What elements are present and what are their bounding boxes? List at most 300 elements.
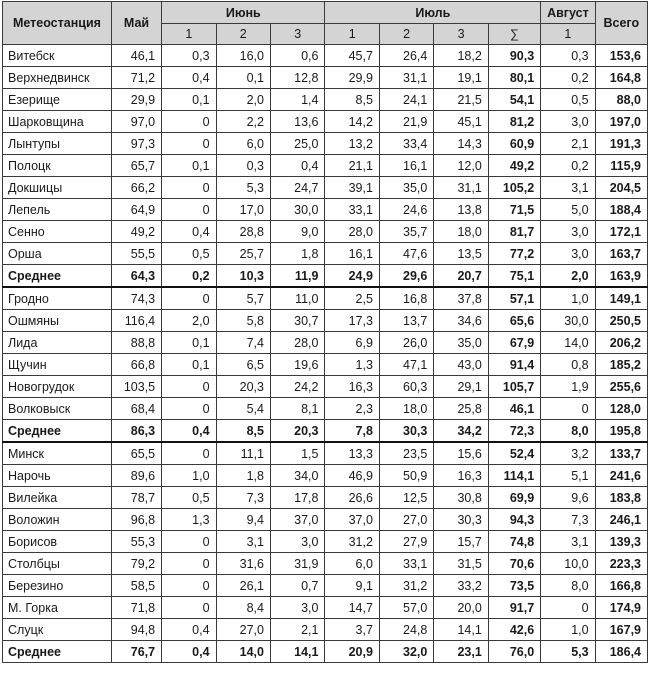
value-cell: 3,1 <box>541 531 595 553</box>
value-cell: 14,1 <box>271 641 325 663</box>
value-cell: 55,5 <box>111 243 161 265</box>
total-cell: 250,5 <box>595 310 647 332</box>
station-name: Слуцк <box>3 619 112 641</box>
value-cell: 0,2 <box>162 265 216 288</box>
header-july-sum: ∑ <box>488 24 540 45</box>
july-sum-cell: 52,4 <box>488 442 540 465</box>
value-cell: 29,9 <box>111 89 161 111</box>
value-cell: 47,1 <box>379 354 433 376</box>
value-cell: 16,3 <box>434 465 488 487</box>
value-cell: 16,1 <box>325 243 379 265</box>
value-cell: 0 <box>162 133 216 155</box>
station-row <box>3 354 648 376</box>
value-cell: 1,5 <box>271 442 325 465</box>
value-cell: 0,4 <box>162 221 216 243</box>
station-row <box>3 487 648 509</box>
value-cell: 31,6 <box>216 553 270 575</box>
total-cell: 241,6 <box>595 465 647 487</box>
value-cell: 30,0 <box>271 199 325 221</box>
value-cell: 11,0 <box>271 287 325 310</box>
value-cell: 1,8 <box>216 465 270 487</box>
station-name: Верхнедвинск <box>3 67 112 89</box>
value-cell: 24,9 <box>325 265 379 288</box>
value-cell: 3,1 <box>541 177 595 199</box>
value-cell: 7,8 <box>325 420 379 443</box>
station-row <box>3 332 648 354</box>
value-cell: 5,0 <box>541 199 595 221</box>
july-sum-cell: 90,3 <box>488 45 540 67</box>
value-cell: 6,9 <box>325 332 379 354</box>
value-cell: 0,1 <box>162 155 216 177</box>
value-cell: 8,0 <box>541 420 595 443</box>
total-cell: 255,6 <box>595 376 647 398</box>
value-cell: 24,6 <box>379 199 433 221</box>
value-cell: 0 <box>541 398 595 420</box>
value-cell: 7,4 <box>216 332 270 354</box>
value-cell: 65,7 <box>111 155 161 177</box>
july-sum-cell: 49,2 <box>488 155 540 177</box>
value-cell: 31,2 <box>325 531 379 553</box>
value-cell: 31,2 <box>379 575 433 597</box>
value-cell: 24,2 <box>271 376 325 398</box>
value-cell: 15,7 <box>434 531 488 553</box>
value-cell: 103,5 <box>111 376 161 398</box>
total-cell: 167,9 <box>595 619 647 641</box>
average-label: Среднее <box>3 641 112 663</box>
value-cell: 14,1 <box>434 619 488 641</box>
july-sum-cell: 76,0 <box>488 641 540 663</box>
total-cell: 188,4 <box>595 199 647 221</box>
value-cell: 97,0 <box>111 111 161 133</box>
value-cell: 3,0 <box>541 111 595 133</box>
value-cell: 5,3 <box>541 641 595 663</box>
station-row <box>3 509 648 531</box>
july-sum-cell: 69,9 <box>488 487 540 509</box>
value-cell: 64,3 <box>111 265 161 288</box>
value-cell: 24,1 <box>379 89 433 111</box>
value-cell: 0,6 <box>271 45 325 67</box>
station-row <box>3 155 648 177</box>
value-cell: 20,9 <box>325 641 379 663</box>
value-cell: 3,2 <box>541 442 595 465</box>
value-cell: 0 <box>162 177 216 199</box>
value-cell: 0 <box>162 442 216 465</box>
header-station: Метеостанция <box>3 2 112 45</box>
value-cell: 17,0 <box>216 199 270 221</box>
station-name: Витебск <box>3 45 112 67</box>
value-cell: 0,3 <box>216 155 270 177</box>
station-row <box>3 575 648 597</box>
value-cell: 1,8 <box>271 243 325 265</box>
value-cell: 16,1 <box>379 155 433 177</box>
value-cell: 29,9 <box>325 67 379 89</box>
station-row <box>3 177 648 199</box>
value-cell: 66,2 <box>111 177 161 199</box>
total-cell: 183,8 <box>595 487 647 509</box>
station-row <box>3 221 648 243</box>
total-cell: 153,6 <box>595 45 647 67</box>
station-row <box>3 67 648 89</box>
value-cell: 18,0 <box>379 398 433 420</box>
value-cell: 5,4 <box>216 398 270 420</box>
station-row <box>3 310 648 332</box>
value-cell: 45,1 <box>434 111 488 133</box>
value-cell: 26,1 <box>216 575 270 597</box>
value-cell: 9,0 <box>271 221 325 243</box>
value-cell: 0,8 <box>541 354 595 376</box>
july-sum-cell: 77,2 <box>488 243 540 265</box>
station-name: Борисов <box>3 531 112 553</box>
total-cell: 197,0 <box>595 111 647 133</box>
value-cell: 9,1 <box>325 575 379 597</box>
value-cell: 28,0 <box>325 221 379 243</box>
value-cell: 5,7 <box>216 287 270 310</box>
value-cell: 7,3 <box>541 509 595 531</box>
total-cell: 223,3 <box>595 553 647 575</box>
header-august: Август <box>541 2 595 24</box>
value-cell: 13,8 <box>434 199 488 221</box>
value-cell: 0,1 <box>216 67 270 89</box>
value-cell: 29,1 <box>434 376 488 398</box>
value-cell: 0,3 <box>541 45 595 67</box>
header-may: Май <box>111 2 161 45</box>
value-cell: 86,3 <box>111 420 161 443</box>
value-cell: 78,7 <box>111 487 161 509</box>
station-row <box>3 243 648 265</box>
station-name: Гродно <box>3 287 112 310</box>
total-cell: 133,7 <box>595 442 647 465</box>
value-cell: 0,2 <box>541 67 595 89</box>
header-june-decade-3: 3 <box>271 24 325 45</box>
value-cell: 5,1 <box>541 465 595 487</box>
value-cell: 26,4 <box>379 45 433 67</box>
value-cell: 3,0 <box>541 243 595 265</box>
station-row <box>3 553 648 575</box>
value-cell: 24,7 <box>271 177 325 199</box>
total-cell: 149,1 <box>595 287 647 310</box>
value-cell: 57,0 <box>379 597 433 619</box>
value-cell: 13,3 <box>325 442 379 465</box>
value-cell: 26,0 <box>379 332 433 354</box>
value-cell: 2,2 <box>216 111 270 133</box>
value-cell: 23,1 <box>434 641 488 663</box>
value-cell: 0 <box>541 597 595 619</box>
value-cell: 71,8 <box>111 597 161 619</box>
value-cell: 33,4 <box>379 133 433 155</box>
july-sum-cell: 80,1 <box>488 67 540 89</box>
july-sum-cell: 81,7 <box>488 221 540 243</box>
value-cell: 13,5 <box>434 243 488 265</box>
value-cell: 6,5 <box>216 354 270 376</box>
value-cell: 31,1 <box>434 177 488 199</box>
station-row <box>3 398 648 420</box>
value-cell: 74,3 <box>111 287 161 310</box>
value-cell: 2,1 <box>271 619 325 641</box>
value-cell: 33,1 <box>379 553 433 575</box>
july-sum-cell: 57,1 <box>488 287 540 310</box>
station-name: Шарковщина <box>3 111 112 133</box>
total-cell: 204,5 <box>595 177 647 199</box>
july-sum-cell: 70,6 <box>488 553 540 575</box>
value-cell: 0,5 <box>162 487 216 509</box>
value-cell: 21,1 <box>325 155 379 177</box>
value-cell: 97,3 <box>111 133 161 155</box>
value-cell: 29,6 <box>379 265 433 288</box>
station-name: Докшицы <box>3 177 112 199</box>
station-name: Лынтупы <box>3 133 112 155</box>
value-cell: 7,3 <box>216 487 270 509</box>
value-cell: 0 <box>162 531 216 553</box>
total-cell: 185,2 <box>595 354 647 376</box>
value-cell: 1,4 <box>271 89 325 111</box>
july-sum-cell: 91,7 <box>488 597 540 619</box>
july-sum-cell: 94,3 <box>488 509 540 531</box>
value-cell: 0 <box>162 398 216 420</box>
value-cell: 30,7 <box>271 310 325 332</box>
station-name: Волковыск <box>3 398 112 420</box>
station-row <box>3 442 648 465</box>
value-cell: 60,3 <box>379 376 433 398</box>
july-sum-cell: 91,4 <box>488 354 540 376</box>
value-cell: 24,8 <box>379 619 433 641</box>
value-cell: 10,3 <box>216 265 270 288</box>
station-name: Щучин <box>3 354 112 376</box>
station-name: Лида <box>3 332 112 354</box>
value-cell: 34,2 <box>434 420 488 443</box>
total-cell: 128,0 <box>595 398 647 420</box>
total-cell: 163,9 <box>595 265 647 288</box>
value-cell: 0,1 <box>162 89 216 111</box>
value-cell: 34,6 <box>434 310 488 332</box>
value-cell: 20,3 <box>216 376 270 398</box>
value-cell: 27,9 <box>379 531 433 553</box>
station-name: Сенно <box>3 221 112 243</box>
value-cell: 15,6 <box>434 442 488 465</box>
average-row <box>3 420 648 443</box>
average-label: Среднее <box>3 265 112 288</box>
july-sum-cell: 105,7 <box>488 376 540 398</box>
value-cell: 16,3 <box>325 376 379 398</box>
total-cell: 246,1 <box>595 509 647 531</box>
average-row <box>3 641 648 663</box>
value-cell: 19,1 <box>434 67 488 89</box>
value-cell: 0 <box>162 199 216 221</box>
value-cell: 0 <box>162 553 216 575</box>
july-sum-cell: 60,9 <box>488 133 540 155</box>
value-cell: 31,5 <box>434 553 488 575</box>
july-sum-cell: 73,5 <box>488 575 540 597</box>
value-cell: 31,9 <box>271 553 325 575</box>
july-sum-cell: 65,6 <box>488 310 540 332</box>
value-cell: 14,7 <box>325 597 379 619</box>
value-cell: 8,5 <box>216 420 270 443</box>
value-cell: 13,6 <box>271 111 325 133</box>
value-cell: 65,5 <box>111 442 161 465</box>
value-cell: 11,9 <box>271 265 325 288</box>
value-cell: 3,0 <box>271 597 325 619</box>
header-august-decade-1: 1 <box>541 24 595 45</box>
value-cell: 30,3 <box>379 420 433 443</box>
value-cell: 18,2 <box>434 45 488 67</box>
value-cell: 37,0 <box>325 509 379 531</box>
value-cell: 37,8 <box>434 287 488 310</box>
station-row <box>3 199 648 221</box>
value-cell: 25,0 <box>271 133 325 155</box>
station-name: Березино <box>3 575 112 597</box>
station-name: Полоцк <box>3 155 112 177</box>
value-cell: 13,2 <box>325 133 379 155</box>
total-cell: 163,7 <box>595 243 647 265</box>
value-cell: 25,8 <box>434 398 488 420</box>
value-cell: 96,8 <box>111 509 161 531</box>
value-cell: 64,9 <box>111 199 161 221</box>
value-cell: 39,1 <box>325 177 379 199</box>
value-cell: 25,7 <box>216 243 270 265</box>
value-cell: 2,0 <box>162 310 216 332</box>
value-cell: 35,7 <box>379 221 433 243</box>
value-cell: 0,5 <box>541 89 595 111</box>
value-cell: 2,5 <box>325 287 379 310</box>
total-cell: 166,8 <box>595 575 647 597</box>
value-cell: 13,7 <box>379 310 433 332</box>
july-sum-cell: 71,5 <box>488 199 540 221</box>
value-cell: 0,1 <box>162 332 216 354</box>
header-june-decade-1: 1 <box>162 24 216 45</box>
value-cell: 47,6 <box>379 243 433 265</box>
value-cell: 71,2 <box>111 67 161 89</box>
average-row <box>3 265 648 288</box>
value-cell: 0,2 <box>541 155 595 177</box>
station-row <box>3 89 648 111</box>
value-cell: 8,0 <box>541 575 595 597</box>
station-row <box>3 597 648 619</box>
july-sum-cell: 72,3 <box>488 420 540 443</box>
value-cell: 9,6 <box>541 487 595 509</box>
value-cell: 2,3 <box>325 398 379 420</box>
value-cell: 3,1 <box>216 531 270 553</box>
value-cell: 17,3 <box>325 310 379 332</box>
value-cell: 1,3 <box>162 509 216 531</box>
value-cell: 58,5 <box>111 575 161 597</box>
value-cell: 14,3 <box>434 133 488 155</box>
value-cell: 1,0 <box>541 287 595 310</box>
july-sum-cell: 67,9 <box>488 332 540 354</box>
value-cell: 34,0 <box>271 465 325 487</box>
july-sum-cell: 74,8 <box>488 531 540 553</box>
total-cell: 206,2 <box>595 332 647 354</box>
value-cell: 8,5 <box>325 89 379 111</box>
station-name: Езерище <box>3 89 112 111</box>
july-sum-cell: 105,2 <box>488 177 540 199</box>
value-cell: 43,0 <box>434 354 488 376</box>
total-cell: 186,4 <box>595 641 647 663</box>
value-cell: 32,0 <box>379 641 433 663</box>
value-cell: 79,2 <box>111 553 161 575</box>
station-row <box>3 376 648 398</box>
value-cell: 45,7 <box>325 45 379 67</box>
value-cell: 0 <box>162 575 216 597</box>
station-row <box>3 111 648 133</box>
value-cell: 30,3 <box>434 509 488 531</box>
total-cell: 191,3 <box>595 133 647 155</box>
value-cell: 12,5 <box>379 487 433 509</box>
value-cell: 2,0 <box>541 265 595 288</box>
table-body <box>3 45 648 663</box>
value-cell: 0,4 <box>162 619 216 641</box>
header-total: Всего <box>595 2 647 45</box>
value-cell: 12,8 <box>271 67 325 89</box>
value-cell: 27,0 <box>379 509 433 531</box>
value-cell: 8,1 <box>271 398 325 420</box>
station-row <box>3 465 648 487</box>
station-name: Новогрудок <box>3 376 112 398</box>
value-cell: 30,0 <box>541 310 595 332</box>
value-cell: 2,1 <box>541 133 595 155</box>
value-cell: 0 <box>162 597 216 619</box>
station-row <box>3 45 648 67</box>
value-cell: 0 <box>162 287 216 310</box>
value-cell: 28,8 <box>216 221 270 243</box>
value-cell: 66,8 <box>111 354 161 376</box>
value-cell: 33,2 <box>434 575 488 597</box>
value-cell: 30,8 <box>434 487 488 509</box>
total-cell: 88,0 <box>595 89 647 111</box>
value-cell: 1,0 <box>162 465 216 487</box>
value-cell: 21,5 <box>434 89 488 111</box>
value-cell: 89,6 <box>111 465 161 487</box>
value-cell: 0 <box>162 111 216 133</box>
value-cell: 35,0 <box>379 177 433 199</box>
value-cell: 20,3 <box>271 420 325 443</box>
value-cell: 17,8 <box>271 487 325 509</box>
value-cell: 18,0 <box>434 221 488 243</box>
value-cell: 12,0 <box>434 155 488 177</box>
station-name: Минск <box>3 442 112 465</box>
value-cell: 116,4 <box>111 310 161 332</box>
value-cell: 94,8 <box>111 619 161 641</box>
value-cell: 27,0 <box>216 619 270 641</box>
value-cell: 0,3 <box>162 45 216 67</box>
station-name: Орша <box>3 243 112 265</box>
july-sum-cell: 81,2 <box>488 111 540 133</box>
value-cell: 35,0 <box>434 332 488 354</box>
value-cell: 11,1 <box>216 442 270 465</box>
station-name: Лепель <box>3 199 112 221</box>
value-cell: 5,8 <box>216 310 270 332</box>
total-cell: 115,9 <box>595 155 647 177</box>
value-cell: 1,9 <box>541 376 595 398</box>
header-june-decade-2: 2 <box>216 24 270 45</box>
header-july: Июль <box>325 2 541 24</box>
value-cell: 1,0 <box>541 619 595 641</box>
value-cell: 46,9 <box>325 465 379 487</box>
value-cell: 16,0 <box>216 45 270 67</box>
july-sum-cell: 75,1 <box>488 265 540 288</box>
value-cell: 21,9 <box>379 111 433 133</box>
value-cell: 0,4 <box>162 67 216 89</box>
station-name: Нарочь <box>3 465 112 487</box>
value-cell: 76,7 <box>111 641 161 663</box>
value-cell: 88,8 <box>111 332 161 354</box>
value-cell: 46,1 <box>111 45 161 67</box>
value-cell: 1,3 <box>325 354 379 376</box>
value-cell: 19,6 <box>271 354 325 376</box>
value-cell: 0,1 <box>162 354 216 376</box>
total-cell: 139,3 <box>595 531 647 553</box>
average-label: Среднее <box>3 420 112 443</box>
value-cell: 20,7 <box>434 265 488 288</box>
value-cell: 14,0 <box>216 641 270 663</box>
